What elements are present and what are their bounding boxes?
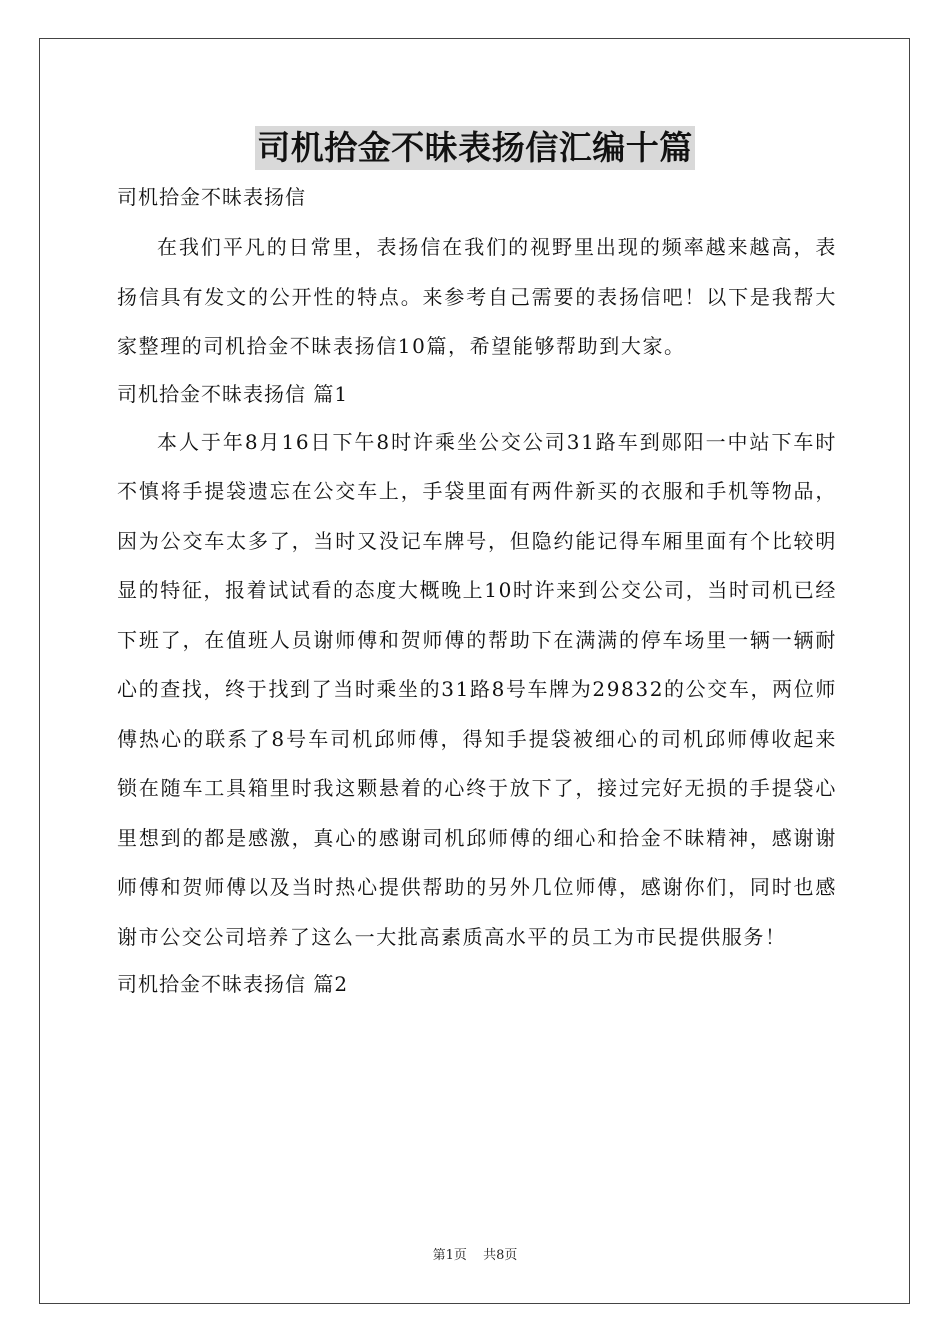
page-footer	[0, 1244, 950, 1263]
section-heading-1: 司机拾金不昧表扬信 篇1	[117, 381, 349, 406]
document-subtitle: 司机拾金不昧表扬信	[117, 185, 306, 209]
title-container	[0, 126, 950, 170]
section-body-1: 本人于年8月16日下午8时许乘坐公交公司31路车到郧阳一中站下车时不慎将手提袋遗忘在公交车上，手袋里面有两件新买的衣服和手机等物品，因为公交车太多了，当时又没记车牌号，但隐约能记得车厢里面有个比较明显的特征，报着试试看的态度大概晚上10时许来到公交公司，当时司机已经下班了，在值班人员谢师傅和贺师傅的帮助下在满满的停车场里一辆一辆耐心的查找，终于找到了当时乘坐的31路8号车牌为29832的公交车，两位师傅热心的联系了8号车司机邱师傅，得知手提袋被细心的司机邱师傅收起来锁在随车工具箱里时我这颗悬着的心终于放下了，接过完好无损的手提袋心里想到的都是感激，真心的感谢司机邱师傅的细心和拾金不昧精神，感谢谢师傅和贺师傅以及当时热心提供帮助的另外几位师傅，感谢你们，同时也感谢市公交公司培养了这么一大批高素质高水平的员工为市民提供服务！	[117, 429, 837, 949]
document-title: 司机拾金不昧表扬信汇编十篇	[255, 126, 695, 170]
section-heading-2: 司机拾金不昧表扬信 篇2	[117, 972, 349, 996]
page-number: 第1页	[432, 1248, 467, 1263]
intro-paragraph: 在我们平凡的日常里，表扬信在我们的视野里出现的频率越来越高，表扬信具有发文的公开性的特点。来参考自己需要的表扬信吧！以下是我帮大家整理的司机拾金不昧表扬信10篇，希望能够帮助到大家。	[117, 235, 837, 358]
document-body	[117, 177, 837, 1004]
page-total: 共8页	[483, 1248, 518, 1263]
